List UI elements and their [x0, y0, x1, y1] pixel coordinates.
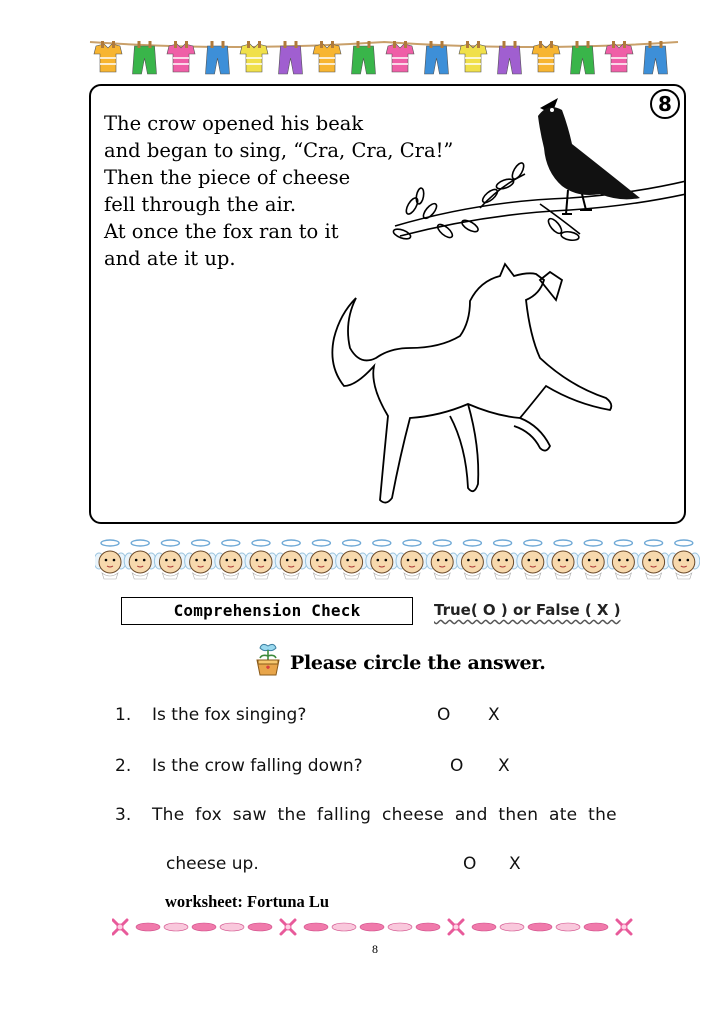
angel-face-icon [396, 540, 428, 579]
clothes-item-icon [240, 41, 268, 72]
bead-icon [584, 923, 608, 931]
angel-face-icon [305, 540, 337, 579]
story-text: The crow opened his beak and began to sing, “Cra, Cra, Cra!” Then the piece of cheese fell through the air. At once the fox ran to it and ate it up. [104, 112, 454, 270]
angel-face-icon [547, 540, 579, 579]
angel-faces-row [95, 535, 700, 583]
question-number: 1. [115, 705, 132, 725]
bead-icon [472, 923, 496, 931]
bead-icon [556, 923, 580, 931]
bead-chain-icon [112, 916, 636, 938]
angel-face-icon [185, 540, 217, 579]
angel-face-icon [275, 540, 307, 579]
clothes-item-icon [279, 41, 303, 74]
page-badge: 8 [650, 89, 680, 119]
angel-face-icon [426, 540, 458, 579]
angel-face-icon [638, 540, 670, 579]
clothes-item-icon [571, 41, 595, 74]
angel-face-icon [245, 540, 277, 579]
angel-face-icon [154, 540, 186, 579]
question-text: Is the crow falling down? [152, 756, 363, 776]
angel-face-icon [336, 540, 368, 579]
bead-icon [248, 923, 272, 931]
clothes-item-icon [94, 41, 122, 72]
flower-knot-icon [449, 920, 463, 934]
angel-face-icon [668, 540, 700, 579]
option-false[interactable]: X [498, 756, 510, 776]
clothes-item-icon [425, 41, 449, 74]
angel-face-icon [124, 540, 156, 579]
bead-icon [164, 923, 188, 931]
bead-icon [304, 923, 328, 931]
angel-face-icon [487, 540, 519, 579]
bead-icon [416, 923, 440, 931]
branch-icon [392, 161, 686, 241]
instruction-text: Please circle the answer. [290, 652, 546, 674]
clothes-item-icon [644, 41, 668, 74]
angel-face-icon [215, 540, 247, 579]
option-true[interactable]: O [463, 854, 477, 874]
clothes-item-icon [133, 41, 157, 74]
question-text: The fox saw the falling cheese and then ate the [152, 805, 617, 825]
angel-face-icon [95, 540, 126, 579]
true-false-label: True( O ) or False ( X ) [434, 601, 621, 619]
option-false[interactable]: X [488, 705, 500, 725]
flower-pot-icon [252, 642, 284, 678]
question-text: Is the fox singing? [152, 705, 307, 725]
bead-icon [192, 923, 216, 931]
clothesline-icon [88, 36, 680, 82]
bead-icon [136, 923, 160, 931]
clothes-item-icon [498, 41, 522, 74]
fox-icon [332, 264, 611, 503]
bead-icon [332, 923, 356, 931]
clothes-item-icon [206, 41, 230, 74]
angel-face-icon [517, 540, 549, 579]
worksheet-credit: worksheet: Fortuna Lu [165, 892, 330, 911]
question-text-continued: cheese up. [166, 854, 259, 874]
page-number: 8 [372, 942, 378, 956]
clothes-item-icon [532, 41, 560, 72]
crow-and-fox-illustration [300, 86, 686, 522]
flower-knot-icon [617, 920, 631, 934]
angel-face-icon [577, 540, 609, 579]
option-true[interactable]: O [437, 705, 451, 725]
bead-icon [360, 923, 384, 931]
clothes-item-icon [386, 41, 414, 72]
clothes-item-icon [352, 41, 376, 74]
bead-icon [500, 923, 524, 931]
question-number: 3. [115, 805, 132, 825]
bead-icon [220, 923, 244, 931]
option-false[interactable]: X [509, 854, 521, 874]
angel-face-icon [607, 540, 639, 579]
flower-knot-icon [113, 920, 127, 934]
question-number: 2. [115, 756, 132, 776]
angel-face-icon [456, 540, 488, 579]
bead-icon [388, 923, 412, 931]
option-true[interactable]: O [450, 756, 464, 776]
bead-icon [528, 923, 552, 931]
angel-face-icon [366, 540, 398, 579]
flower-knot-icon [281, 920, 295, 934]
comprehension-title: Comprehension Check [121, 597, 413, 625]
